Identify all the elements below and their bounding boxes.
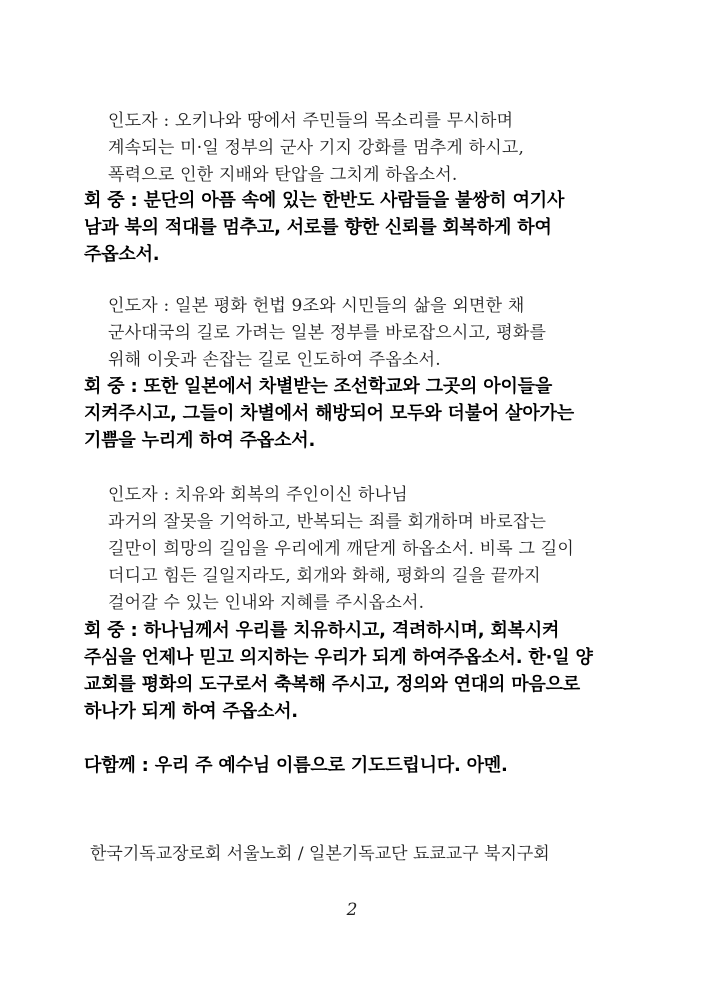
congregation-line: 회 중 : 또한 일본에서 차별받는 조선학교와 그곳의 아이들을 — [84, 376, 553, 397]
congregation-response-3 — [84, 617, 644, 725]
closing-prayer — [84, 752, 644, 779]
congregation-line: 기쁨을 누리게 하여 주옵소서. — [84, 430, 316, 451]
congregation-line: 주심을 언제나 믿고 의지하는 우리가 되게 하여주옵소서. 한·일 양 — [84, 647, 593, 668]
leader-line: 걸어갈 수 있는 인내와 지혜를 주시옵소서. — [108, 593, 425, 613]
leader-line: 군사대국의 길로 가려는 일본 정부를 바로잡으시고, 평화를 — [108, 323, 547, 343]
leader-prayer-1 — [108, 108, 648, 189]
congregation-line: 교회를 평화의 도구로서 축복해 주시고, 정의와 연대의 마음으로 — [84, 674, 580, 695]
congregation-line: 회 중 : 분단의 아픔 속에 있는 한반도 사람들을 불쌍히 여기사 — [84, 190, 565, 211]
leader-line: 과거의 잘못을 기억하고, 반복되는 죄를 회개하며 바로잡는 — [108, 512, 547, 532]
congregation-line: 하나가 되게 하여 주옵소서. — [84, 701, 298, 722]
closing-line: 다함께 : 우리 주 예수님 이름으로 기도드립니다. 아멘. — [84, 755, 508, 776]
congregation-response-2 — [84, 373, 644, 454]
page-number: 2 — [346, 900, 358, 920]
leader-prayer-2 — [108, 293, 648, 374]
leader-line: 인도자 : 일본 평화 헌법 9조와 시민들의 삶을 외면한 채 — [108, 296, 525, 316]
congregation-line: 지켜주시고, 그들이 차별에서 해방되어 모두와 더불어 살아가는 — [84, 403, 574, 424]
leader-line: 길만이 희망의 길임을 우리에게 깨닫게 하옵소서. 비록 그 길이 — [108, 539, 574, 559]
leader-line: 폭력으로 인한 지배와 탄압을 그치게 하옵소서. — [108, 165, 458, 185]
leader-line: 더디고 힘든 길일지라도, 회개와 화해, 평화의 길을 끝까지 — [108, 566, 541, 586]
leader-line: 인도자 : 치유와 회복의 주인이신 하나님 — [108, 485, 408, 505]
leader-line: 인도자 : 오키나와 땅에서 주민들의 목소리를 무시하며 — [108, 111, 514, 131]
congregation-response-1 — [84, 187, 644, 268]
congregation-line: 주옵소서. — [84, 244, 160, 265]
footer-organizations: 한국기독교장로회 서울노회 / 일본기독교단 됴쿄교구 북지구회 — [90, 844, 550, 864]
congregation-line: 남과 북의 적대를 멈추고, 서로를 향한 신뢰를 회복하게 하여 — [84, 217, 552, 238]
congregation-line: 회 중 : 하나님께서 우리를 치유하시고, 격려하시며, 회복시켜 — [84, 620, 560, 641]
leader-prayer-3 — [108, 482, 648, 617]
leader-line: 계속되는 미·일 정부의 군사 기지 강화를 멈추게 하시고, — [108, 138, 525, 158]
leader-line: 위해 이웃과 손잡는 길로 인도하여 주옵소서. — [108, 350, 441, 370]
